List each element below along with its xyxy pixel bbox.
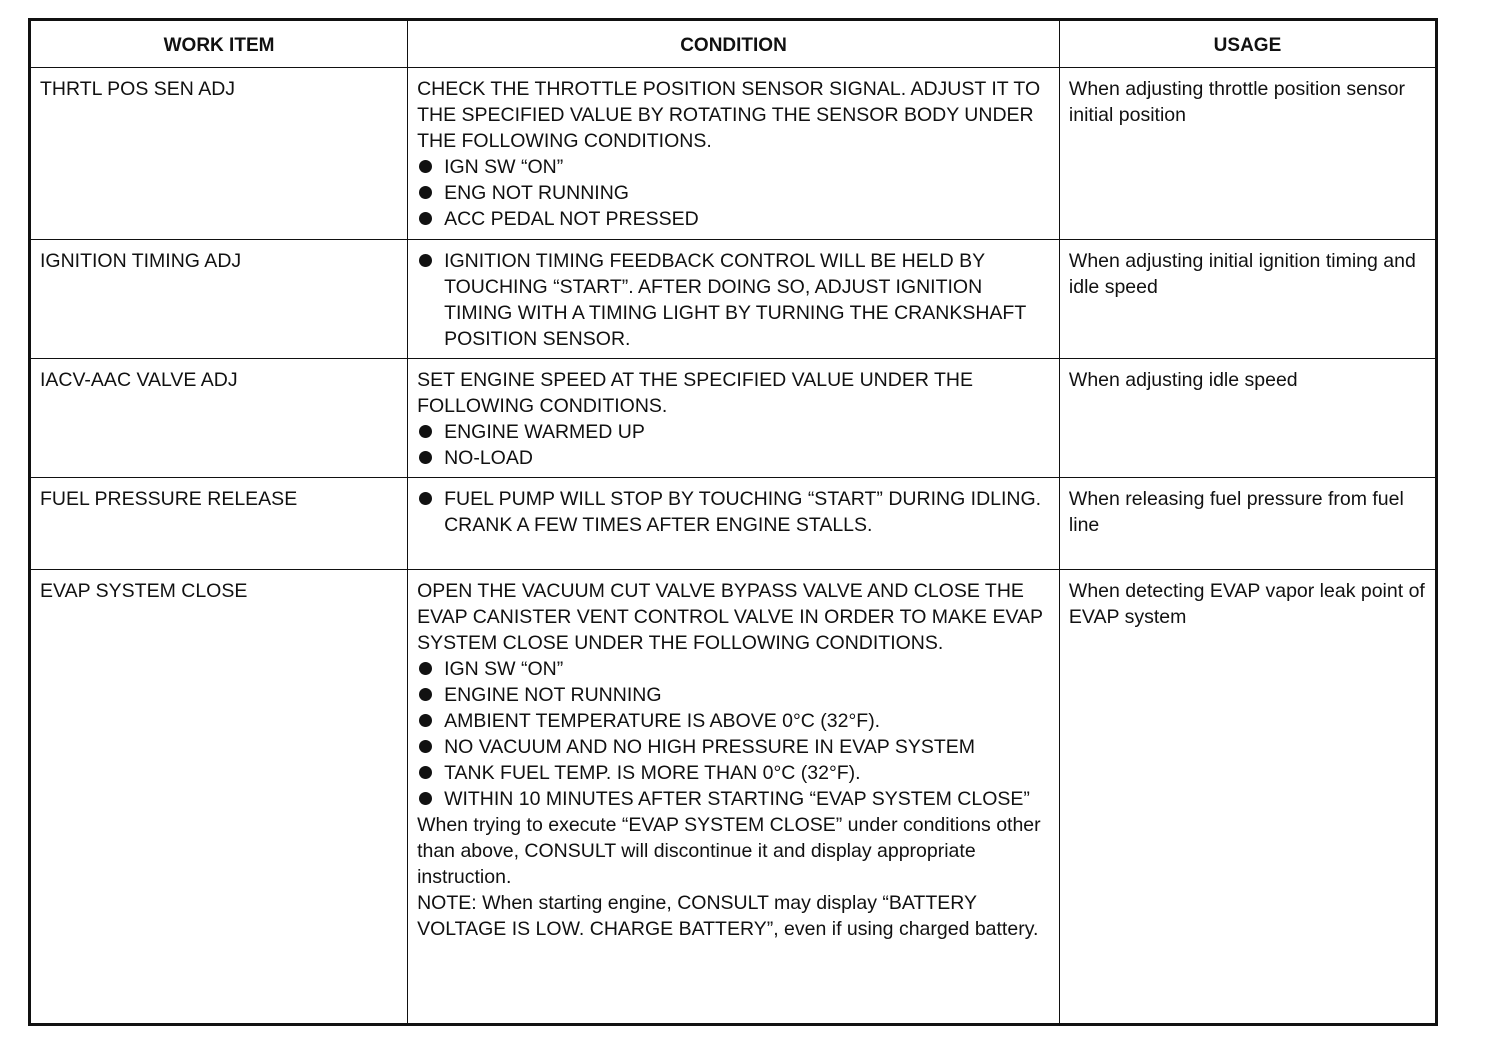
list-item (417, 419, 1051, 445)
table-row (30, 359, 1437, 478)
list-item-text: TANK FUEL TEMP. IS MORE THAN 0°C (32°F). (444, 762, 861, 784)
list-item (417, 786, 1051, 812)
condition-note: When trying to execute “EVAP SYSTEM CLOSE” under conditions other than above, CONSULT will discontinue it and display appropriate instruction. (417, 814, 1041, 888)
condition-note: NOTE: When starting engine, CONSULT may display “BATTERY VOLTAGE IS LOW. CHARGE BATTERY”, even if using charged battery. (417, 892, 1039, 940)
bullet-icon (419, 212, 432, 225)
work-item-cell: FUEL PRESSURE RELEASE (30, 478, 408, 570)
list-item-text: ENGINE NOT RUNNING (444, 684, 662, 706)
bullet-icon (419, 425, 432, 438)
usage-cell: When adjusting idle speed (1059, 359, 1436, 478)
bullet-icon (419, 186, 432, 199)
usage-cell: When releasing fuel pressure from fuel line (1059, 478, 1436, 570)
bullet-icon (419, 766, 432, 779)
bullet-icon (419, 160, 432, 173)
list-item-text: NO-LOAD (444, 447, 533, 469)
work-item-cell: THRTL POS SEN ADJ (30, 68, 408, 240)
work-item-cell: IGNITION TIMING ADJ (30, 240, 408, 359)
list-item-text: ENG NOT RUNNING (444, 182, 629, 204)
list-item-text: IGNITION TIMING FEEDBACK CONTROL WILL BE HELD BY TOUCHING “START”. AFTER DOING SO, ADJUST IGNITION TIMING WITH A TIMING LIGHT BY TURNING THE CRANKSHAFT POSITION SENSOR. (444, 250, 1026, 350)
condition-cell (408, 68, 1060, 240)
list-item (417, 734, 1051, 760)
work-item-cell: IACV-AAC VALVE ADJ (30, 359, 408, 478)
list-item-text: IGN SW “ON” (444, 156, 564, 178)
list-item-text: WITHIN 10 MINUTES AFTER STARTING “EVAP SYSTEM CLOSE” (444, 788, 1030, 810)
condition-followup: CRANK A FEW TIMES AFTER ENGINE STALLS. (444, 514, 873, 536)
list-item (417, 708, 1051, 734)
list-item-text: ACC PEDAL NOT PRESSED (444, 208, 699, 230)
bullet-icon (419, 662, 432, 675)
work-support-table (28, 18, 1438, 1026)
bullet-icon (419, 714, 432, 727)
condition-list (417, 248, 1051, 352)
usage-cell: When detecting EVAP vapor leak point of EVAP system (1059, 570, 1436, 1025)
list-item (417, 206, 1051, 232)
condition-cell (408, 359, 1060, 478)
header-usage: USAGE (1059, 20, 1436, 68)
list-item-text: ENGINE WARMED UP (444, 421, 645, 443)
list-item (417, 180, 1051, 206)
list-item (417, 154, 1051, 180)
header-work-item: WORK ITEM (30, 20, 408, 68)
list-item (417, 760, 1051, 786)
condition-cell (408, 240, 1060, 359)
condition-list (417, 419, 1051, 471)
list-item (417, 248, 1051, 352)
condition-list (417, 154, 1051, 232)
condition-list (417, 486, 1051, 512)
bullet-icon (419, 451, 432, 464)
table-row (30, 478, 1437, 570)
table-row (30, 570, 1437, 1025)
list-item-text: FUEL PUMP WILL STOP BY TOUCHING “START” DURING IDLING. (444, 488, 1042, 510)
list-item (417, 486, 1051, 512)
condition-intro: SET ENGINE SPEED AT THE SPECIFIED VALUE UNDER THE FOLLOWING CONDITIONS. (417, 369, 973, 417)
usage-cell: When adjusting initial ignition timing and idle speed (1059, 240, 1436, 359)
work-item-cell: EVAP SYSTEM CLOSE (30, 570, 408, 1025)
usage-cell: When adjusting throttle position sensor initial position (1059, 68, 1436, 240)
list-item (417, 656, 1051, 682)
list-item (417, 445, 1051, 471)
bullet-icon (419, 740, 432, 753)
bullet-icon (419, 688, 432, 701)
list-item-text: AMBIENT TEMPERATURE IS ABOVE 0°C (32°F). (444, 710, 881, 732)
list-item-text: NO VACUUM AND NO HIGH PRESSURE IN EVAP SYSTEM (444, 736, 976, 758)
condition-cell (408, 478, 1060, 570)
list-item-text: IGN SW “ON” (444, 658, 564, 680)
condition-list (417, 656, 1051, 812)
condition-cell (408, 570, 1060, 1025)
bullet-icon (419, 492, 432, 505)
header-row (30, 20, 1437, 68)
bullet-icon (419, 792, 432, 805)
table-row (30, 68, 1437, 240)
bullet-icon (419, 254, 432, 267)
list-item (417, 682, 1051, 708)
condition-intro: OPEN THE VACUUM CUT VALVE BYPASS VALVE AND CLOSE THE EVAP CANISTER VENT CONTROL VALVE IN ORDER TO MAKE EVAP SYSTEM CLOSE UNDER THE FOLLOWING CONDITIONS. (417, 580, 1043, 654)
header-condition: CONDITION (408, 20, 1060, 68)
condition-intro: CHECK THE THROTTLE POSITION SENSOR SIGNAL. ADJUST IT TO THE SPECIFIED VALUE BY ROTATING THE SENSOR BODY UNDER THE FOLLOWING CONDITIONS. (417, 78, 1041, 152)
table-row (30, 240, 1437, 359)
